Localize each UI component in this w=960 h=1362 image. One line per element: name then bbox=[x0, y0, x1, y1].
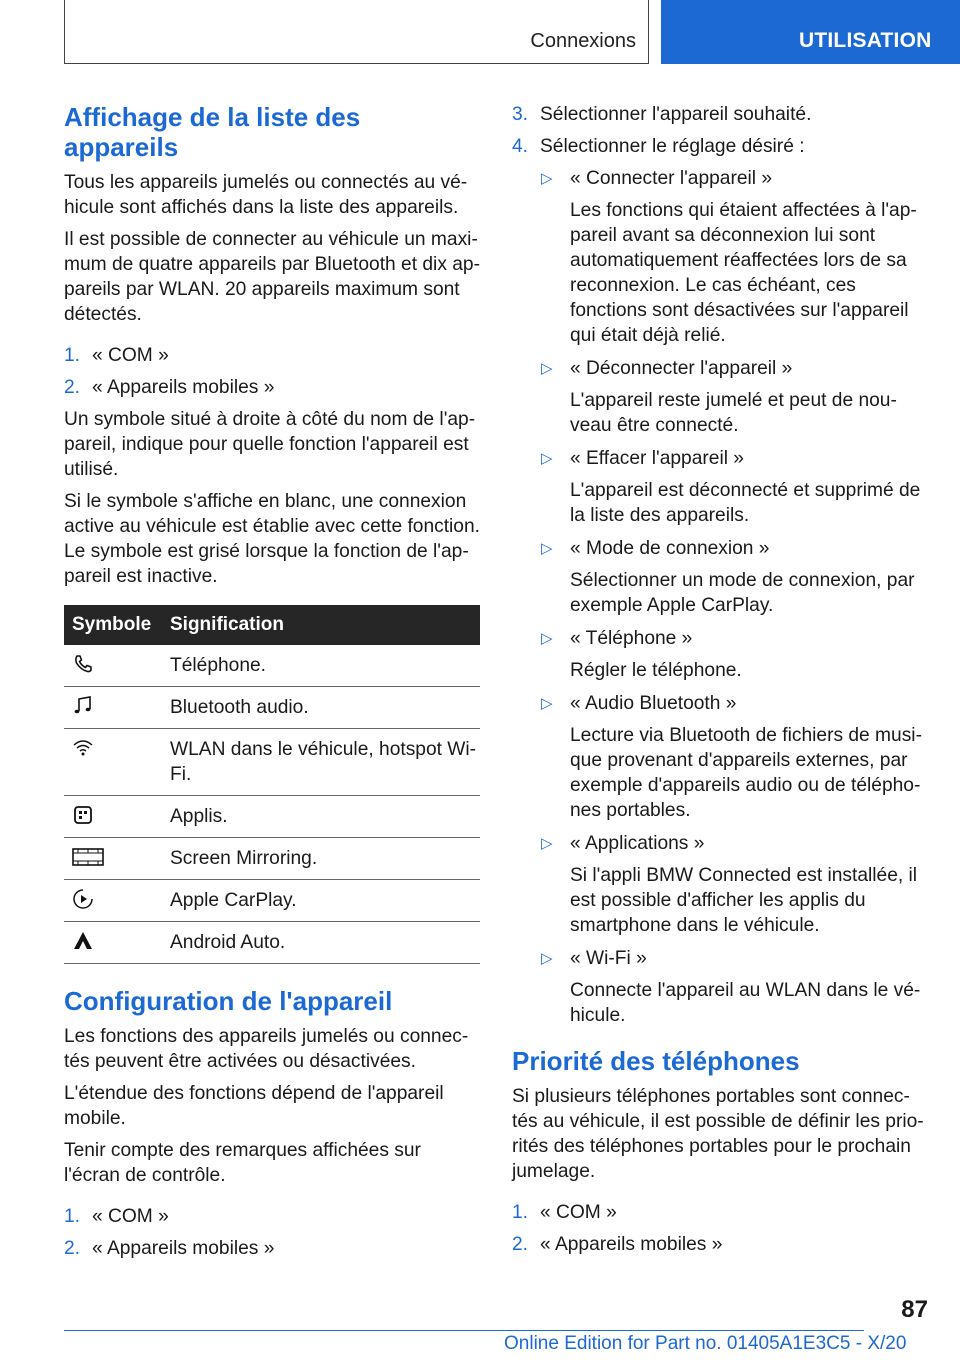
option-description: Sélectionner un mode de connexion, par exemple Apple CarPlay. bbox=[570, 570, 915, 616]
step-item bbox=[64, 343, 480, 368]
header-chapter-tab: UTILISATION bbox=[661, 0, 960, 64]
option-label: « Audio Bluetooth » bbox=[570, 693, 737, 714]
table-cell: Bluetooth audio. bbox=[170, 697, 309, 718]
left-column bbox=[64, 102, 480, 1268]
table-cell: Applis. bbox=[170, 806, 228, 827]
table-cell: Apple CarPlay. bbox=[170, 890, 297, 911]
option-description: Si l'appli BMW Connected est installée, il est possible d'afficher les applis du smartphone dans le véhicule. bbox=[570, 865, 918, 936]
step-number: 1. bbox=[512, 1202, 529, 1223]
table-row bbox=[64, 687, 480, 729]
option-item bbox=[512, 691, 924, 716]
right-column bbox=[512, 102, 924, 1264]
step-number: 2. bbox=[512, 1234, 529, 1255]
step-list bbox=[64, 343, 480, 400]
section-title-device-config: Configuration de l'appareil bbox=[64, 986, 393, 1016]
paragraph: Si le symbole s'affiche en blanc, une connexion active au véhicule est établie avec cette fonction. Le symbole est grisé lorsque la fonction de l'appareil est inactive. bbox=[64, 491, 480, 587]
option-label: « Wi-Fi » bbox=[570, 948, 647, 969]
table-row bbox=[64, 645, 480, 687]
step-number: 3. bbox=[512, 104, 529, 125]
table-row bbox=[64, 729, 480, 796]
step-item bbox=[64, 375, 480, 400]
option-description: Lecture via Bluetooth de fichiers de musique provenant d'appareils externes, par exemple d'appareils audio ou de téléphones portables. bbox=[570, 725, 922, 821]
step-text: « Appareils mobiles » bbox=[92, 1238, 275, 1259]
paragraph: Tous les appareils jumelés ou connectés au véhicule sont affichés dans la liste des appareils. bbox=[64, 172, 468, 218]
table-row bbox=[64, 796, 480, 838]
paragraph: Un symbole situé à droite à côté du nom de l'appareil, indique pour quelle fonction l'appareil est utilisé. bbox=[64, 409, 476, 480]
step-number: 1. bbox=[64, 345, 81, 366]
android-auto-icon bbox=[72, 930, 94, 952]
step-number: 2. bbox=[64, 1238, 81, 1259]
table-cell: Android Auto. bbox=[170, 932, 286, 953]
option-item bbox=[512, 831, 924, 856]
table-row bbox=[64, 880, 480, 922]
option-item bbox=[512, 446, 924, 471]
step-list bbox=[512, 1200, 924, 1257]
step-number: 4. bbox=[512, 136, 529, 157]
step-item bbox=[64, 1236, 480, 1261]
triangle-bullet-icon: ▷ bbox=[541, 950, 553, 967]
option-item bbox=[512, 946, 924, 971]
option-label: « Connecter l'appareil » bbox=[570, 168, 773, 189]
paragraph: Il est possible de connecter au véhicule un maximum de quatre appareils par Bluetooth et dix appareils par WLAN. 20 appareils maximum sont détectés. bbox=[64, 229, 480, 325]
step-number: 2. bbox=[64, 377, 81, 398]
step-number: 1. bbox=[64, 1206, 81, 1227]
step-item bbox=[512, 102, 924, 127]
header-section-title: Connexions bbox=[530, 30, 636, 52]
option-list bbox=[512, 166, 924, 1028]
option-description: Connecte l'appareil au WLAN dans le véhicule. bbox=[570, 980, 921, 1026]
option-item bbox=[512, 166, 924, 191]
step-list bbox=[64, 1204, 480, 1261]
option-label: « Déconnecter l'appareil » bbox=[570, 358, 793, 379]
music-note-icon bbox=[72, 695, 94, 717]
table-cell: Téléphone. bbox=[170, 655, 267, 676]
section-title-device-list: Affichage de la liste des appareils bbox=[64, 102, 361, 162]
apps-icon bbox=[72, 804, 94, 826]
step-text: Sélectionner le réglage désiré : bbox=[540, 136, 805, 157]
table-row bbox=[64, 838, 480, 880]
section-title-phone-priority: Priorité des téléphones bbox=[512, 1046, 800, 1076]
option-description: Régler le téléphone. bbox=[570, 660, 742, 681]
triangle-bullet-icon: ▷ bbox=[541, 450, 553, 467]
triangle-bullet-icon: ▷ bbox=[541, 360, 553, 377]
step-text: « COM » bbox=[540, 1202, 617, 1223]
triangle-bullet-icon: ▷ bbox=[541, 835, 553, 852]
option-label: « Mode de connexion » bbox=[570, 538, 770, 559]
option-description: L'appareil reste jumelé et peut de nouveau être connecté. bbox=[570, 390, 897, 436]
table-header-symbol: Symbole bbox=[72, 614, 152, 635]
paragraph: L'étendue des fonctions dépend de l'appareil mobile. bbox=[64, 1083, 444, 1129]
triangle-bullet-icon: ▷ bbox=[541, 630, 553, 647]
option-label: « Effacer l'appareil » bbox=[570, 448, 744, 469]
footer-edition-text: Online Edition for Part no. 01405A1E3C5 - X/20 bbox=[504, 1333, 907, 1354]
table-header bbox=[64, 605, 480, 645]
symbol-table bbox=[64, 605, 480, 964]
step-text: « COM » bbox=[92, 1206, 169, 1227]
option-label: « Applications » bbox=[570, 833, 705, 854]
table-row bbox=[64, 922, 480, 964]
step-text: « Appareils mobiles » bbox=[92, 377, 275, 398]
paragraph: Les fonctions des appareils jumelés ou connectés peuvent être activées ou désactivées. bbox=[64, 1026, 469, 1072]
triangle-bullet-icon: ▷ bbox=[541, 170, 553, 187]
paragraph: Si plusieurs téléphones portables sont connectés au véhicule, il est possible de définir les priorités des téléphones portables pour le prochain jumelage. bbox=[512, 1086, 924, 1182]
screen-mirroring-icon bbox=[72, 846, 104, 868]
phone-icon bbox=[72, 653, 94, 675]
triangle-bullet-icon: ▷ bbox=[541, 540, 553, 557]
paragraph: Tenir compte des remarques affichées sur l'écran de contrôle. bbox=[64, 1140, 421, 1186]
triangle-bullet-icon: ▷ bbox=[541, 695, 553, 712]
page-number: 87 bbox=[901, 1296, 928, 1323]
step-item bbox=[64, 1204, 480, 1229]
table-cell: Screen Mirroring. bbox=[170, 848, 318, 869]
carplay-icon bbox=[72, 888, 94, 910]
table-header-meaning: Signification bbox=[170, 614, 284, 635]
table-cell: WLAN dans le véhicule, hotspot Wi-Fi. bbox=[170, 739, 477, 785]
step-text: « COM » bbox=[92, 345, 169, 366]
option-item bbox=[512, 626, 924, 651]
header-section-box bbox=[64, 0, 649, 64]
option-description: L'appareil est déconnecté et supprimé de la liste des appareils. bbox=[570, 480, 921, 526]
wifi-icon bbox=[72, 737, 94, 759]
option-item bbox=[512, 356, 924, 381]
option-description: Les fonctions qui étaient affectées à l'appareil avant sa déconnexion lui sont automatiquement réaffectées lors de sa reconnexion. Le cas échéant, ces fonctions sont désactivées sur l'appareil qui était déjà relié. bbox=[570, 200, 917, 346]
step-item bbox=[512, 1232, 924, 1257]
footer-divider bbox=[64, 1330, 864, 1331]
option-item bbox=[512, 536, 924, 561]
step-item bbox=[512, 134, 924, 159]
option-label: « Téléphone » bbox=[570, 628, 693, 649]
step-item bbox=[512, 1200, 924, 1225]
step-text: « Appareils mobiles » bbox=[540, 1234, 723, 1255]
step-text: Sélectionner l'appareil souhaité. bbox=[540, 104, 812, 125]
